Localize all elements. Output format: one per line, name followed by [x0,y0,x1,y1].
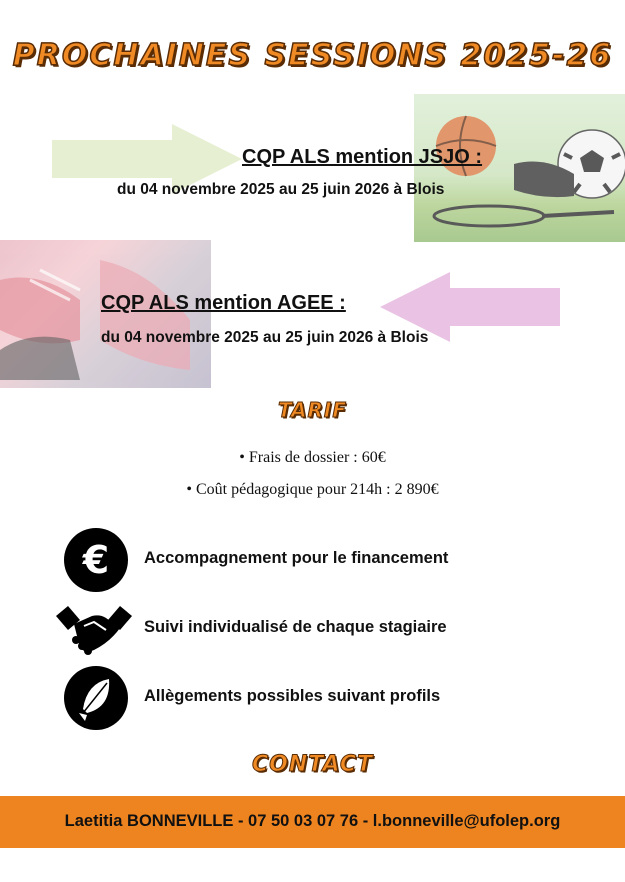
page-title: PROCHAINES SESSIONS 2025-26 [12,38,613,73]
handshake-icon [54,596,134,662]
feature-reductions [58,665,578,731]
feature-financing [58,527,578,593]
feature-text: Suivi individualisé de chaque stagiaire [144,618,447,636]
session-1-title: CQP ALS mention JSJO : [242,146,483,168]
price-list [0,449,625,513]
price-item-cost: • Coût pédagogique pour 214h : 2 890€ [0,481,625,499]
price-item-fees: • Frais de dossier : 60€ [0,449,625,467]
feature-followup [58,596,578,662]
svg-text:€: € [82,538,110,582]
feature-text: Accompagnement pour le financement [144,549,449,567]
euro-icon [63,527,129,593]
session-2-dates: du 04 novembre 2025 au 25 juin 2026 à Blois [101,329,429,346]
tarif-heading: TARIF [277,398,348,422]
contact-heading: CONTACT [251,752,374,777]
feature-text: Allègements possibles suivant profils [144,687,441,705]
session-1-dates: du 04 novembre 2025 au 25 juin 2026 à Blois [117,181,445,198]
feather-icon [63,665,129,731]
session-2-title: CQP ALS mention AGEE : [101,292,346,314]
contact-line[interactable]: Laetitia BONNEVILLE - 07 50 03 07 76 - l.bonneville@ufolep.org [64,812,561,830]
contact-bar [0,796,625,848]
